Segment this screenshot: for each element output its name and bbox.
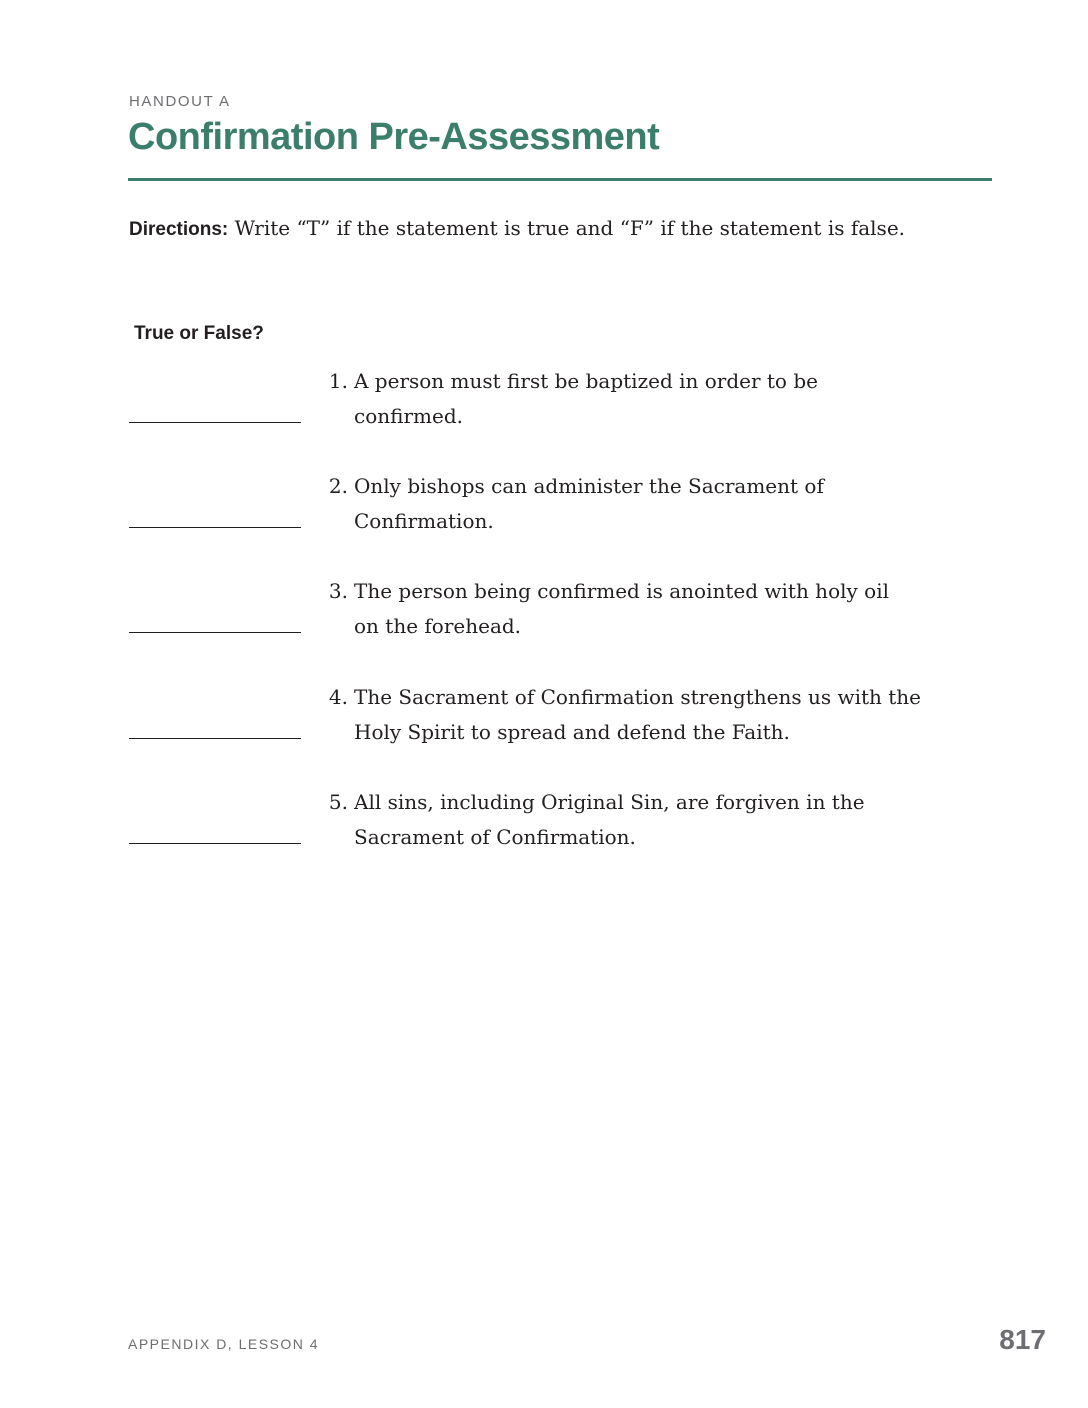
answer-line-1[interactable]: [129, 422, 301, 423]
directions-text: Write “T” if the statement is true and “F” if the statement is false.: [228, 216, 906, 240]
page-number: 817: [999, 1324, 1046, 1355]
directions: [129, 216, 905, 241]
question-number-5: 5.: [328, 790, 348, 814]
question-number-3: 3.: [328, 579, 348, 603]
footer-section: APPENDIX D, LESSON 4: [128, 1336, 320, 1352]
question-number-2: 2.: [328, 474, 348, 498]
answer-line-2[interactable]: [129, 527, 301, 528]
question-text-1: A person must first be baptized in order to be confirmed.: [354, 369, 818, 428]
question-text-4: The Sacrament of Confirmation strengthens us with the Holy Spirit to spread and defend the Faith.: [354, 685, 922, 744]
answer-line-4[interactable]: [129, 738, 301, 739]
answer-line-3[interactable]: [129, 632, 301, 633]
directions-label: Directions:: [129, 219, 229, 240]
question-number-1: 1.: [328, 369, 348, 393]
question-text-5: All sins, including Original Sin, are forgiven in the Sacrament of Confirmation.: [354, 790, 865, 849]
handout-label: HANDOUT A: [129, 93, 231, 110]
question-number-4: 4.: [328, 685, 348, 709]
question-text-2: Only bishops can administer the Sacrament of Confirmation.: [354, 474, 824, 533]
question-text-3: The person being confirmed is anointed with holy oil on the forehead.: [354, 579, 889, 638]
answer-line-5[interactable]: [129, 843, 301, 844]
page-title: Confirmation Pre-Assessment: [128, 116, 660, 158]
title-rule: [128, 178, 992, 181]
column-heading: True or False?: [134, 323, 264, 344]
